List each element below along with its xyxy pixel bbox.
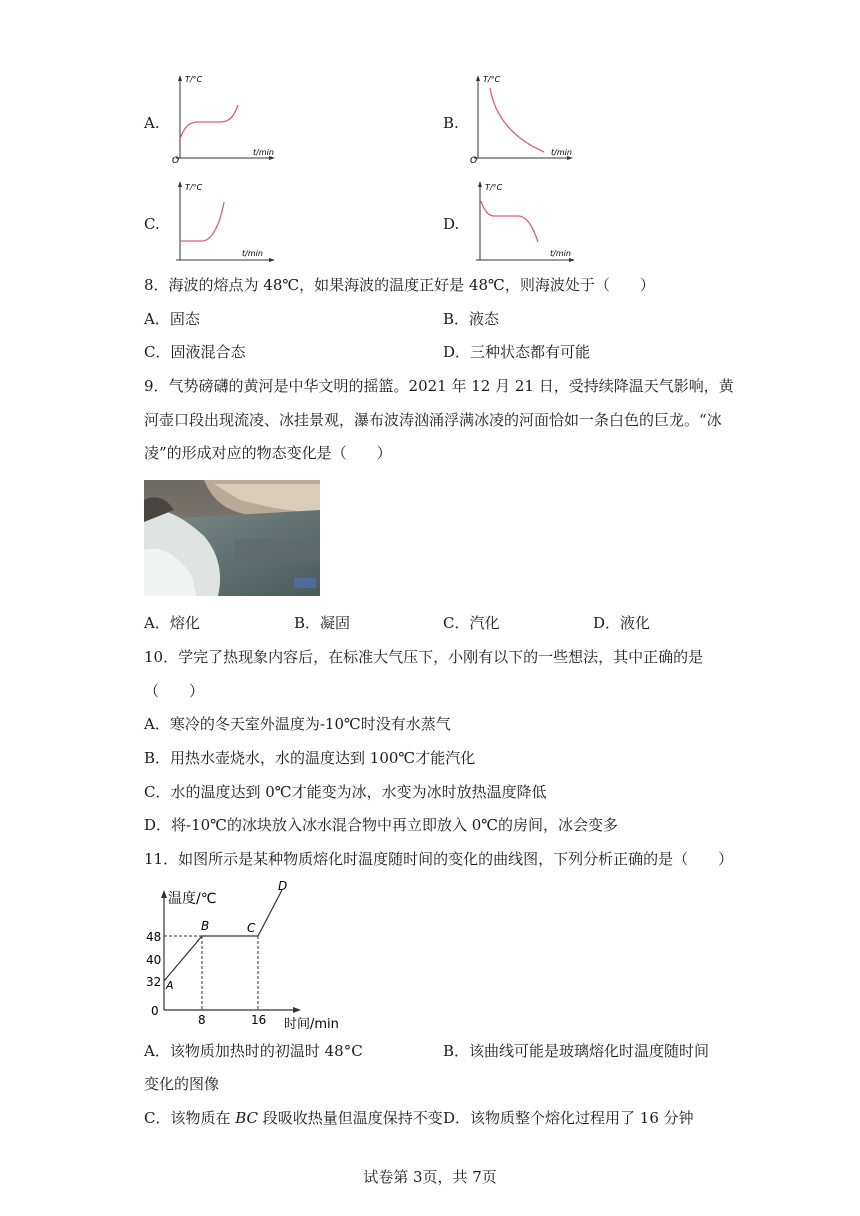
q10-option-d: D．将-10℃的冰块放入冰水混合物中再立即放入 0℃的房间，冰会变多	[144, 816, 619, 834]
q9-option-a: A．熔化	[144, 614, 200, 632]
q7-option-c-label: C.	[144, 215, 160, 233]
q7-b-origin: O	[470, 156, 478, 164]
q10-option-b: B．用热水壶烧水，水的温度达到 100℃才能汽化	[144, 749, 476, 767]
q7-b-xlabel: t/min	[551, 148, 572, 157]
q10-stem-line2: （ ）	[144, 682, 205, 700]
q11-xtick-16: 16	[251, 1013, 267, 1027]
page-footer: 试卷第 3页，共 7页	[363, 1168, 497, 1186]
q9-option-c: C．汽化	[443, 614, 500, 632]
q8-stem: 8．海波的熔点为 48℃，如果海波的温度正好是 48℃，则海波处于（ ）	[144, 276, 655, 294]
q9-option-d: D．液化	[593, 614, 651, 632]
q11-option-a: A．该物质加热时的初温时 48°C	[144, 1042, 363, 1060]
q8-option-d: D．三种状态都有可能	[443, 343, 591, 361]
q10-option-c: C．水的温度达到 0℃才能变为冰，水变为冰时放热温度降低	[144, 783, 547, 801]
q7-option-b-label: B.	[443, 114, 459, 132]
q7-a-curve	[180, 105, 238, 139]
q11-option-c-prefix: C．该物质在	[144, 1109, 236, 1127]
q11-option-c	[144, 1108, 443, 1128]
q7-option-a-label: A.	[144, 114, 160, 132]
q11-option-c-bc: BC	[235, 1109, 259, 1127]
q7-c-ylabel: T/°C	[185, 183, 203, 192]
q7-b-ylabel: T/°C	[483, 75, 501, 84]
q11-graph	[144, 878, 344, 1033]
q8-option-a: A．固态	[144, 310, 200, 328]
q11-point-b: B	[201, 919, 210, 933]
q11-option-b-line1: B．该曲线可能是玻璃熔化时温度随时间	[443, 1042, 710, 1060]
q7-b-curve	[490, 88, 544, 152]
q11-stem: 11．如图所示是某种物质熔化时温度随时间的变化的曲线图，下列分析正确的是（ ）	[144, 850, 734, 868]
q9-stem-line1: 9．气势磅礴的黄河是中华文明的摇篮。2021 年 12 月 21 日，受持续降温天气影响，黄	[144, 377, 734, 395]
q7-d-curve	[481, 201, 538, 242]
q11-origin: 0	[151, 1004, 159, 1018]
ice-waterfall-photo	[144, 480, 320, 596]
q7-graph-c	[168, 178, 280, 266]
q11-point-d: D	[278, 879, 288, 893]
q10-option-a: A．寒冷的冬天室外温度为-10℃时没有水蒸气	[144, 715, 451, 733]
q7-graph-b	[466, 72, 578, 164]
q7-c-xlabel: t/min	[242, 249, 263, 258]
q9-stem-line3: 凌”的形成对应的物态变化是（ ）	[144, 444, 392, 462]
q7-a-origin: O	[172, 156, 180, 164]
q7-a-xlabel: t/min	[253, 148, 274, 157]
q7-c-curve	[180, 202, 224, 241]
q8-option-b: B．液态	[443, 310, 500, 328]
q11-xlabel: 时间/min	[284, 1017, 339, 1032]
q10-stem-line1: 10．学完了热现象内容后，在标准大气压下，小刚有以下的一些想法，其中正确的是	[144, 648, 704, 666]
q11-ylabel: 温度/℃	[168, 891, 217, 907]
q11-point-a: A	[166, 979, 174, 992]
q7-d-xlabel: t/min	[550, 249, 571, 258]
q11-option-c-suffix: 段吸收热量但温度保持不变	[258, 1109, 443, 1127]
q9-option-b: B．凝固	[294, 614, 351, 632]
q8-option-c: C．固液混合态	[144, 343, 246, 361]
q7-option-d-label: D.	[443, 215, 460, 233]
q11-option-b-line2: 变化的图像	[144, 1075, 220, 1093]
q9-stem-line2: 河壶口段出现流凌、冰挂景观，瀑布波涛汹涌浮满冰凌的河面恰如一条白色的巨龙。“冰	[144, 411, 722, 429]
q11-xtick-8: 8	[198, 1013, 206, 1027]
q11-ytick-32: 32	[146, 975, 162, 989]
q11-option-d: D．该物质整个熔化过程用了 16 分钟	[443, 1109, 694, 1127]
q7-d-ylabel: T/°C	[485, 183, 503, 192]
q7-graph-a	[168, 72, 280, 164]
q11-ytick-48: 48	[146, 930, 162, 944]
q11-point-c: C	[247, 921, 256, 935]
q7-graph-d	[468, 178, 580, 266]
q7-a-ylabel: T/°C	[185, 75, 203, 84]
q11-ytick-40: 40	[146, 953, 162, 967]
